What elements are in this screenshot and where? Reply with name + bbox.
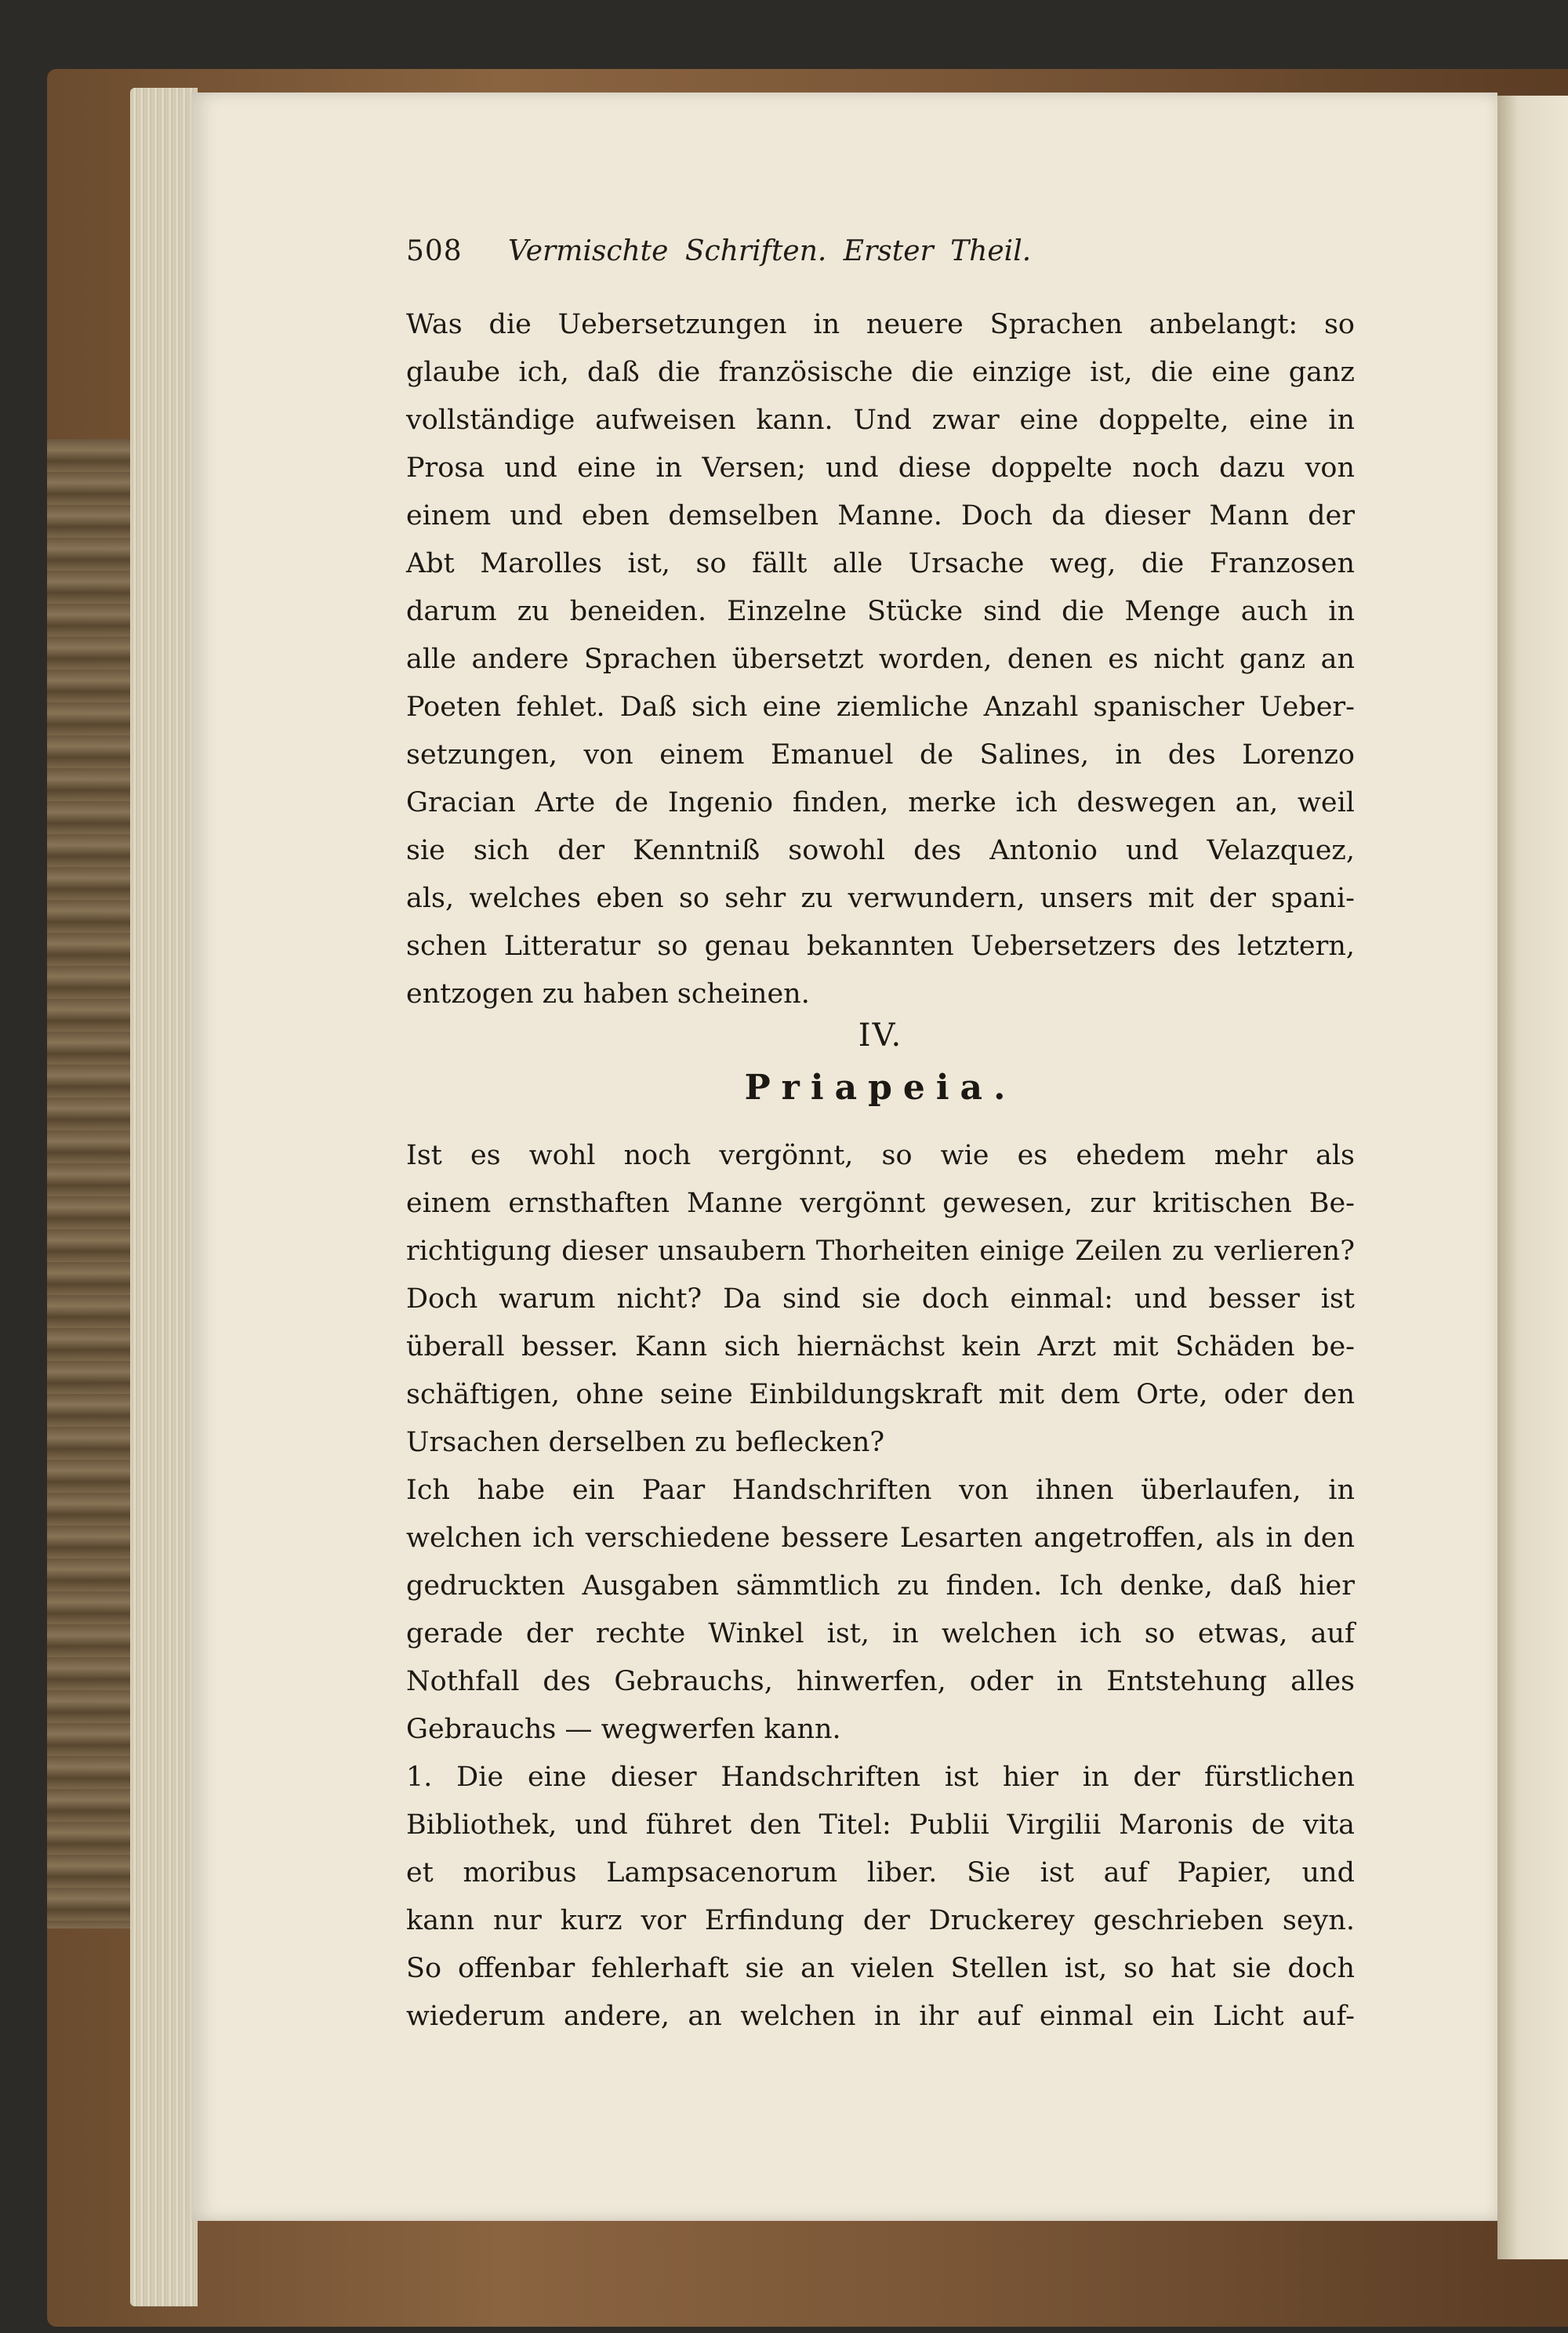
facing-page-edge [1497, 96, 1568, 2259]
paragraph-first-manuscript [406, 1754, 1355, 2041]
text-line: als, welches eben so sehr zu verwundern, unsers mit der spani- [406, 883, 1355, 914]
page-edges [130, 88, 198, 2306]
text-line: welchen ich verschiedene bessere Lesarten angetroffen, als in den [406, 1522, 1355, 1554]
text-line: kann nur kurz vor Erfindung der Druckerey geschrieben seyn. [406, 1905, 1355, 1936]
text-line: Gebrauchs — wegwerfen kann. [406, 1714, 841, 1745]
text-line: Ist es wohl noch vergönnt, so wie es ehedem mehr als [406, 1140, 1355, 1171]
paragraph-translations [406, 301, 1355, 1018]
marbled-spine-edge [47, 439, 140, 1928]
text-line: Ursachen derselben zu beflecken? [406, 1427, 885, 1458]
text-line: gerade der rechte Winkel ist, in welchen ich so etwas, auf [406, 1618, 1355, 1649]
text-line: Ich habe ein Paar Handschriften von ihnen überlaufen, in [406, 1475, 1355, 1506]
text-line: glaube ich, daß die französische die einzige ist, die eine ganz [406, 357, 1355, 388]
text-line: Prosa und eine in Versen; und diese doppelte noch dazu von [406, 452, 1355, 484]
text-line: Abt Marolles ist, so fällt alle Ursache weg, die Franzosen [406, 548, 1355, 579]
text-line: darum zu beneiden. Einzelne Stücke sind die Menge auch in [406, 596, 1355, 627]
text-line: et moribus Lampsacenorum liber. Sie ist auf Papier, und [406, 1857, 1355, 1889]
text-line: entzogen zu haben scheinen. [406, 978, 810, 1010]
text-line: schäftigen, ohne seine Einbildungskraft mit dem Orte, oder den [406, 1379, 1355, 1410]
text-line: Doch warum nicht? Da sind sie doch einmal: und besser ist [406, 1283, 1355, 1315]
running-title: Vermischte Schriften. Erster Theil. [508, 235, 1032, 267]
text-line: Gracian Arte de Ingenio finden, merke ich deswegen an, weil [406, 787, 1355, 818]
text-line: Bibliothek, und führet den Titel: Publii Virgilii Maronis de vita [406, 1809, 1355, 1841]
text-line: 1. Die eine dieser Handschriften ist hier in der fürstlichen [406, 1762, 1355, 1793]
text-line: schen Litteratur so genau bekannten Uebersetzers des letztern, [406, 931, 1355, 962]
section-numeral: IV. [858, 1018, 903, 1054]
text-line: einem ernsthaften Manne vergönnt gewesen, zur kritischen Be- [406, 1188, 1355, 1219]
text-line: sie sich der Kenntniß sowohl des Antonio und Velazquez, [406, 835, 1355, 866]
text-line: gedruckten Ausgaben sämmtlich zu finden. Ich denke, daß hier [406, 1570, 1355, 1602]
paragraph-priapeia-intro [406, 1132, 1355, 1467]
text-line: einem und eben demselben Manne. Doch da dieser Mann der [406, 500, 1355, 532]
text-line: alle andere Sprachen übersetzt worden, denen es nicht ganz an [406, 644, 1355, 675]
page-number: 508 [406, 235, 463, 267]
text-line: setzungen, von einem Emanuel de Salines, in des Lorenzo [406, 739, 1355, 771]
text-line: überall besser. Kann sich hiernächst kein Arzt mit Schäden be- [406, 1331, 1355, 1362]
text-line: Was die Uebersetzungen in neuere Sprachen anbelangt: so [406, 309, 1355, 340]
text-line: Poeten fehlet. Daß sich eine ziemliche Anzahl spanischer Ueber- [406, 691, 1355, 723]
text-line: vollständige aufweisen kann. Und zwar eine doppelte, eine in [406, 405, 1355, 436]
text-line: wiederum andere, an welchen in ihr auf einmal ein Licht auf- [406, 2001, 1355, 2032]
text-line: Nothfall des Gebrauchs, hinwerfen, oder in Entstehung alles [406, 1666, 1355, 1697]
section-title: Priapeia. [744, 1068, 1017, 1108]
paragraph-manuscripts [406, 1467, 1355, 1754]
page-header [406, 235, 1355, 282]
text-line: richtigung dieser unsaubern Thorheiten einige Zeilen zu verlieren? [406, 1235, 1355, 1267]
text-line: So offenbar fehlerhaft sie an vielen Stellen ist, so hat sie doch [406, 1953, 1355, 1984]
